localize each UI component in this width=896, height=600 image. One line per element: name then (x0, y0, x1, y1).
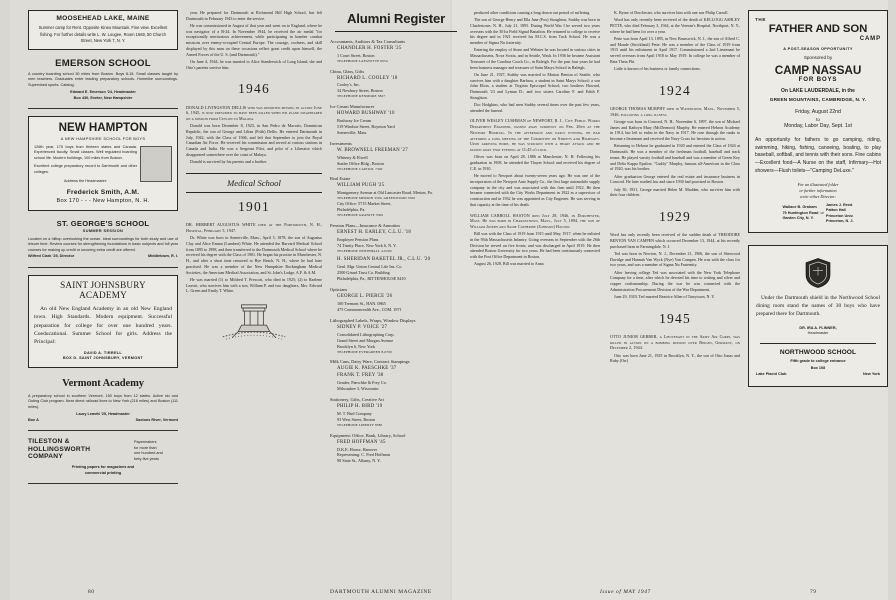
register-line: Genl. Mgr. Union Central Life Ins. Co. (337, 264, 403, 270)
ad-father-son-sponsored: Sponsored by (803, 55, 833, 61)
year-heading-1924: 1924 (659, 82, 691, 98)
ad-northwood-box: Box 108 (810, 365, 826, 370)
section-heading-medical-school: Medical School (186, 173, 322, 193)
ad-northwood-place-2: New York (863, 372, 880, 377)
notes-paragraph: June 29, 1929, Ted married Beatrice Allen of Tarrytown, N. Y. (614, 294, 715, 300)
register-line: Cooley's, Inc. (337, 82, 360, 88)
ad-new-hampton-box: Box 170 - - - New Hampton, N. H. (56, 198, 150, 205)
obit-paragraph: Dr. White was born in Somerville, Mass., April 5, 1878, the son of Augustus Clay and Alice Emma (Lambert) White. He attended the Harvard Medical School from 1895 to 1898, and then transferred to the Dartmouth Medical School where he received his degree with the Class of 1901. He began his practise in Manchester, N. H., and after a short time removed to Rye Beach, N. H., where he had later practised. He was a member of the New Hampshire Rockingham Medical Societies, the American Medical Association, and St. John's Lodge, A.F. & A.M. (186, 235, 322, 275)
ad-camp-director-2-univ: Princeton Univ. (825, 213, 854, 218)
register-name: RICHARD L. COOLEY '18 (337, 75, 398, 81)
obit-paragraph: He was married (1) to Mildred T. Prescott, who died in 1925; (2) to Raelene Leavitt, who survives him with a son, William P. and two daughters, Mrs. Edward L. Green and Emily T. White. (186, 276, 322, 294)
notes-paragraph: Otto was born June 21, 1925 in Brooklyn, N. Y., the son of Otto Jonas and Ruby (Orr) (610, 352, 740, 364)
notes-paragraph: produced other conditions causing a long drawn out period of suffering. (474, 10, 591, 15)
register-line: M. T. Bird Company (337, 410, 372, 416)
register-line: 100 Tremont St., HAN. 0865 (337, 301, 386, 306)
ad-camp-date-1: Friday, August 22nd (795, 108, 841, 115)
notes-paragraph: George was born in Concord, N. H., November 6, 1897, the son of Michael James and Kathryn Mary (McDermott) Murphy. He entered Hebron Academy in 1914, but left to enlist in the Navy in 1917. He rose through the ranks to become a lieutenant and received the Navy Cross for heroism in action. (610, 118, 740, 142)
notes-paragraph: Word has only recently been received of the sudden death of THEODORE BENTON VAN CAMPEN which occurred December 13, 1944, at his recently purchased farm in Farmingdale, N. J. (610, 232, 740, 249)
register-entry (330, 287, 462, 313)
ad-moosehead-lake (28, 10, 178, 50)
ad-tileston-side-3: one hundred and (134, 451, 163, 456)
register-entry (330, 397, 462, 428)
register-line: Consolidated Lithographing Corp. (337, 331, 395, 337)
notes-paragraph: GEORGE THOMAS MURPHY died in Watertown, Mass., November 5, 1946, following a long illness. (610, 106, 740, 117)
class-notes-column-left (470, 10, 600, 580)
ad-emerson-school (28, 59, 178, 109)
notes-paragraph: July 30, 1931, George married Helen M. Madden, who survives him with their four children. (610, 186, 740, 198)
ad-northwood-tagline: Fifth grade to college entrance (790, 359, 846, 364)
ad-camp-folder-1: For an illustrated folder (797, 181, 839, 187)
ad-saint-johnsbury-academy (28, 275, 178, 368)
register-line: Whitney & Elwell (337, 154, 368, 160)
footer-issue-date: Issue of MAY 1947 (600, 589, 651, 595)
register-entry (330, 223, 462, 282)
register-telephone: TELEPHONE GRANITE 3300 (337, 212, 384, 217)
alumni-register-heading: Alumni Register (346, 11, 446, 26)
notes-paragraph: Word has only recently been received of the death of KELLOGG ASHLEY PETTE, who died February 3, 1944, at the Veteran's Hospital, Northport, N. Y., where he had been for over a year. (610, 17, 740, 34)
ad-camp-director-2-hall: Patton Hall (825, 208, 846, 213)
register-line: Employee Pension Plans (337, 236, 379, 242)
ad-saint-johnsbury-body: An old New England Academy in an old New England town. High Standards. Modern equipment. Successful preparation for college for over one hundred years. Coeducational. Summer School for girls. Address the Principal: (34, 305, 172, 346)
notes-paragraph: Oliver was born on April 28, 1886 at Manchester, N. H. Following his graduation in 1908, he attended the Thayer School and received his degree of C.E. in 1910. (470, 154, 600, 171)
ad-saint-johnsbury-address: BOX D. SAINT JOHNSBURY, VERMONT (62, 356, 144, 361)
ad-camp-folder-2: or further information (799, 187, 837, 193)
register-category: Equipment: Office, Bank, Library, School (330, 432, 406, 438)
footer-page-number-left: 80 (88, 589, 95, 595)
register-category: Ice Cream Manufacturer (330, 104, 375, 110)
ad-camp-nassau-for-boys: FOR BOYS (798, 76, 838, 84)
ad-northwood-title: NORTHWOOD SCHOOL (779, 348, 857, 356)
register-telephone: TELEPHONE KENMORE 5827 (337, 94, 386, 99)
ad-tileston-line-2: HOLLINGSWORTH (28, 445, 91, 453)
notes-paragraph: Ted was born in Newton, N. J., December 21, 1906, the son of Sherwood Davidge and Hannah Van Wyck (Nye) Van Campen. He was with the class for two years, and was a member of Sigma Nu Fraternity. (610, 250, 740, 268)
notes-paragraph: On June 21, 1927, Stubby was married to Marion Benton of Seattle, who survives him with a daughter Barbara, a student in Saint Marys School; a son John Elion, a student at Virginia Episcopal School; two brothers Howard, Dartmouth '23 and Lyman D.; and two sisters Caroline F. and Edith F. Stoughton. (470, 71, 600, 100)
notes-paragraph: The son of George Henry and Ella Jane (Fox) Stoughton, Stubby was born in Charlestown, N. H., July 21, 1895. During World War I he served two years overseas with the 301st Field Signal Battalion. He returned to college to receive his degree and in 1921 received his M.C.S. from Tuck School. He was a member of Sigma Nu fraternity. (470, 17, 600, 46)
ad-vermont-academy (28, 377, 178, 431)
ad-vermont-academy-body: A preparatory school in southern Vermont. 150 boys from 12 states. Active ski and Outing Club program. Near direct railroad lines to New York (216 miles) and Boston (111 miles). (28, 393, 178, 409)
ad-camp-date-2: Monday, Labor Day, Sept. 1st (784, 123, 852, 130)
register-category: Stationery, Gifts, Creative Art (330, 397, 384, 403)
register-name: SIDNEY P. VOICE '27 (337, 324, 388, 330)
ad-father-son-the: THE (755, 17, 766, 22)
notes-paragraph: After leaving college Ted was associated with the New York Telephone Company for a time, after which he devoted his time to writing and silver and copper craftsmanship. During the war he was connected with the Administration Procurement Division of the War Department. (610, 269, 740, 292)
right-ads-column (748, 10, 888, 580)
register-telephone: TELEPHONE LAFAYETTE 0054 (337, 58, 388, 63)
ad-st-georges-location: Middletown, R. I. (148, 254, 178, 259)
notes-paragraph: K. Byrne of Dorchester, who survives him with one son Philip Carroll. (614, 10, 729, 15)
ad-tileston-side-2: for more than (134, 445, 157, 450)
headmaster-portrait (140, 146, 172, 182)
register-line: Milwaukee 3, Wisconsin (337, 386, 379, 392)
register-line: Representing: C. Fred Hoffman (337, 452, 390, 458)
class-notes-column-right (610, 10, 740, 580)
register-category: Pension Plans—Insurance & Annuities (330, 222, 401, 228)
ad-camp-location-1: On LAKE LAUDERDALE, in the (781, 88, 855, 95)
register-entry (330, 318, 462, 355)
register-rule (335, 31, 456, 32)
ad-camp-body: An opportunity for fathers to go camping, riding, swimming, hiking, fishing, canoeing, boating, to play baseball, softball, and tennis with their sons. Fine cabins—Excellent food—A Nurse on the staff, Infirmary—Hot showers—Flush toilets—"Camping DeLuxe." (755, 136, 881, 174)
notes-paragraph: Returning to Hebron he graduated in 1920 and entered the Class of 1924 at Dartmouth. He was a member of the freshman football, baseball and track teams. He played varsity football and baseball and was a member of Green Key and Delta Kappa Epsilon. "Cuddy" Murphy, famous all-American in the Class of 1920, was his brother. (610, 143, 740, 172)
ad-saint-johnsbury-title-1: SAINT JOHNSBURY (60, 279, 146, 290)
notes-paragraph: WILLIAM CARROLL HASTON died July 28, 1946, in Dorchester, Mass. He was born in Charlestown, Mass., July 5, 1894, the son of William Joseph and Sadie Catherine (Johnson) Haston. (470, 212, 600, 229)
register-telephone: TELEPHONE LIBERTY 8580 (337, 422, 383, 427)
register-name: AUGIE K. PAESCHKE '37 (337, 366, 397, 372)
ad-father-and-son-camp (748, 10, 888, 233)
register-telephone: TELEPHONE WHITEHALL 4-0200 (337, 248, 392, 253)
register-line: 519 Windsor Street, Boynton Yard (337, 123, 395, 129)
register-name: HOWARD BUSHWAY '10 (337, 111, 395, 117)
ad-northwood-school (748, 245, 888, 387)
ad-new-hampton-address-line: Address the Headmaster: (63, 179, 108, 184)
ad-vermont-academy-title: Vermont Academy (62, 377, 144, 389)
notes-paragraph: Pette was born April 13, 1895, in New Brunswick, N. J., the son of Alfred C. and Maude (Strickland) Pette. He was a member of the Class of 1919 from 1915 until his enlistment in April 1917. Commissioned a 2nd Lieutenant he served overseas from April 1918 to May 1919. In college he was a member of Beta Theta Phi. (610, 35, 740, 64)
register-name: W. BROWNELL FREEMAN '27 (337, 147, 408, 153)
ad-northwood-headmaster-name: DR. IRA A. FLINNER, (799, 325, 837, 330)
register-name: FRANK T. FREY '38 (337, 373, 384, 379)
notes-paragraph: Little is known of his business or family connections. (614, 66, 701, 72)
ad-tileston-line-1: TILESTON & (28, 438, 70, 446)
notes-paragraph: Bill was with the Class of 1919 from 1915 until May, 1917, when he enlisted in the 95th Massachusetts Infantry. Going overseas in September with the 26th Division he served on five fronts, and was discharged in April 1919. He then attended Boston University for two years. He had been continuously connected with the Post Office Department in Boston. (470, 231, 600, 260)
ad-vermont-academy-box: Box A (28, 417, 39, 422)
ad-tileston-line-3: COMPANY (28, 452, 63, 460)
register-line: D.K.E. House, Hanover (337, 446, 378, 452)
ad-camp-director-1-city: Garden City, N. Y. (782, 216, 814, 221)
notes-paragraph: OTTO JUNIOR GERBER, a Lieutenant in the Army Air Corps, was killed in action on a bombing mission over Bingen, Germany, on December 2, 1944. (610, 333, 740, 351)
notes-paragraph: After graduation George entered the real estate and insurance business in Concord. He later studied law and since 1930 had practised in Boston. (610, 173, 740, 185)
ads-column (28, 10, 178, 580)
year-heading-1945: 1945 (659, 310, 691, 326)
register-category: Accountants, Auditors & Tax Consultants (330, 39, 405, 45)
register-line: Geuder, Paeschke & Frey Co. (337, 380, 387, 386)
ad-emerson-title: EMERSON SCHOOL (55, 57, 151, 69)
ad-camp-director-1-name: Wallace B. Graham (782, 205, 817, 210)
notes-paragraph: Doc Hodgkins, who had seen Stubby several times over the past few years, attended the funeral. (470, 102, 600, 113)
notes-paragraph: Entering the employ of Stone and Webster he was located in various cities in Massachusetts, Nova Scotia, and in Seattle, Wash. In 1936 he became Assistant Treasurer of the Carolina Coach Co., in Raleigh. For the past four years he had been business manager and treasurer of Saint Marys School in Raleigh. (470, 47, 600, 70)
register-line: Philadelphia, Pa. (337, 207, 366, 213)
register-category: Investments (330, 140, 352, 146)
ad-northwood-headmaster-title: Headmaster (807, 331, 829, 336)
footer-page-number-right: 79 (810, 589, 817, 595)
ad-tileston-tag-1: Printing papers for magazines and (71, 465, 135, 470)
register-entry (330, 69, 462, 100)
ad-tileston-tag-2: commercial printing (84, 470, 122, 475)
register-name: FRED HOFFMAN '45 (337, 439, 386, 445)
ad-northwood-body: Under the Dartmouth shield in the Northwood School dining room stand the names of 30 boys who have prepared there for Dartmouth. (756, 294, 880, 318)
register-telephone: TELEPHONE EVERGREEN 8-6700 (337, 349, 392, 354)
ad-new-hampton-body: 126th year, 175 boys from thirteen states and Canada. Experienced faculty. Small classes. Well regulated boarding school life. Modern buildings, 100 miles from Boston. (34, 144, 137, 160)
obit-paragraph: Donald is survived by his parents and a brother. (190, 159, 268, 165)
register-line: 475 Commonwealth Ave., COM. 1971 (337, 306, 402, 312)
obituaries-column (186, 10, 322, 580)
ad-northwood-place-1: Lake Placid Club (756, 372, 787, 377)
ad-camp-nassau-title: CAMP NASSAU (774, 63, 862, 78)
register-line: 34 Newbury Street, Boston (337, 88, 383, 94)
year-heading-1929: 1929 (659, 209, 691, 225)
ad-saint-johnsbury-title-2: ACADEMY (79, 290, 127, 301)
ad-camp-location-2: GREEN MOUNTAINS, CAMBRIDGE, N. Y. (769, 96, 867, 102)
register-line: 2500 Girard Trust Co. Building (337, 270, 390, 276)
ad-tileston-side-4: forty-five years (134, 456, 159, 461)
ad-new-hampton-title: NEW HAMPTON (58, 121, 148, 135)
register-name: H. SHERIDAN BAKETEL JR., C.L.U. '20 (337, 257, 431, 263)
dartmouth-shield-icon (801, 256, 835, 290)
ad-father-son-title-2: CAMP (859, 35, 881, 42)
ad-emerson-signature-2: Box 430, Exeter, New Hampshire (73, 95, 133, 100)
register-name: CHANDLER H. FOSTER '25 (337, 45, 402, 51)
ad-new-hampton (28, 116, 178, 211)
year-heading-1946: 1946 (238, 81, 270, 97)
register-entry (330, 176, 462, 217)
year-heading-1901: 1901 (238, 199, 270, 215)
ad-st-georges-subtitle: SUMMER SESSION (82, 229, 124, 234)
register-name: WILLIAM PUGH '25 (337, 183, 385, 189)
ad-saint-johnsbury-principal: DAVID A. TIRRELL (83, 350, 123, 355)
register-line: City Office: 5715 Market Street, (337, 201, 392, 207)
register-entry (330, 359, 462, 392)
register-category: Opticians (330, 287, 348, 293)
ad-new-hampton-subtitle: A NEW HAMPSHIRE SCHOOL FOR BOYS (60, 136, 146, 142)
ad-camp-director-or: or (820, 210, 824, 215)
register-line: 74 Trinity Place, New York 6, N. Y. (337, 242, 397, 248)
register-telephone: TELEPHONE MERION 3500, GREENWOOD 3500 (337, 196, 416, 201)
obit-paragraph: DONALD LIVINGSTON DELLIS who was reported missing in action June 6, 1945, is now presumed to have been killed when his plane disappeared on a mission from Ceylon to Malaya. (186, 104, 322, 121)
register-name: ERNEST H. EARLEY, C.L.U. '18 (337, 229, 412, 235)
register-entry (330, 141, 462, 172)
ad-st-georges-title: ST. GEORGE'S SCHOOL (56, 218, 150, 228)
footer-magazine-title: DARTMOUTH ALUMNI MAGAZINE (330, 589, 432, 595)
register-line: Statler Office Bldg., Boston (337, 160, 384, 166)
dartmouth-bandstand-engraving (215, 300, 293, 344)
notes-paragraph: He moved to Newport about twenty-seven years ago. He was one of the incorporators of the Newport Auto Supply Co., the first large automobile supply company in the city and was associated with this firm until 1922. He then became connected with the City Works Department in 1922 as a supervisor of construction and in 1932 he was appointed as City Engineer. He was serving in that capacity at the time of his death. (470, 173, 600, 207)
ad-vermont-academy-headmaster: Laury Leavitt '25, Headmaster (76, 412, 130, 417)
ad-vermont-academy-location: Saxtons River, Vermont (135, 417, 178, 422)
ad-tileston-side-1: Papermakers (134, 440, 157, 445)
register-entry (330, 39, 462, 64)
ad-st-georges-director: Wilfred Clark '25, Director (28, 254, 75, 259)
ad-moosehead-title: MOOSEHEAD LAKE, MAINE (56, 15, 150, 22)
ad-emerson-signature-1: Edward E. Emerson '24, Headmaster (70, 90, 136, 95)
register-line: Montgomery Avenue at Old Lancaster Road, Merion, Pa. (337, 190, 433, 196)
register-entry (330, 104, 462, 136)
ad-camp-director-2-name: James J. Reed (825, 202, 853, 207)
register-name: PHILIP H. BIRD '19 (337, 403, 383, 409)
register-line: 90 State St., Albany, N. Y. (337, 458, 381, 464)
ad-camp-director-2-city: Princeton, N. J. (825, 219, 854, 224)
register-entry (330, 433, 462, 465)
register-line: Bushway Ice Cream (337, 118, 371, 124)
ad-moosehead-body: Summer camp for Rent. Opposite Kineo Mountain. Fine view. Excellent fishing. For further details write L. W. Lougee, Room 1669, 50 Church Street, New York 7, N. Y. (38, 25, 168, 43)
register-name: GEORGE L. PIERCE '26 (337, 294, 393, 300)
obit-paragraph: On June 4, 1944, he was married to Alice Standerwick of Long Island; she and Otto's parents survive him. (186, 58, 322, 70)
ad-new-hampton-headmaster: Frederick Smith, A.M. (66, 188, 140, 196)
obit-paragraph: year. He prepared for Dartmouth at Richmond Hill High School, but left Dartmouth in February 1943 to enter the service. (186, 10, 322, 21)
ad-camp-date-to: to (816, 116, 820, 122)
register-line: 93 West Street, Boston (337, 416, 376, 422)
alumni-register-column (330, 10, 462, 580)
register-category: Milk Cans, Dairy Ware, Contract Stampings (330, 359, 410, 365)
notes-paragraph: August 26, 1928, Bill was married to Anna (474, 261, 544, 267)
ad-father-son-subtitle: A POST-SEASON OPPORTUNITY (783, 46, 853, 51)
register-line: Somerville, Mass. (337, 129, 368, 135)
ad-st-georges-body: Located on a hilltop overlooking the ocean. Ideal surroundings for both study and use of leisure time. Review courses for strengthening foundations in basic subjects and full year courses for making up credit or securing extra credit are offered. (28, 236, 178, 252)
ad-emerson-body: A country boarding school 30 miles from Boston. Boys 8-15. Small classes taught by men teachers. Graduates enter leading preparatory schools. Homelike surroundings. Supervised sports. Catalog. (28, 71, 178, 87)
obit-paragraph: He was commissioned in August of that year and went on to England, where he was navigator of a B-24. In November 1944, he received the air medal "for exceptionally meritorious achievement, while participating in bomber combat missions over enemy-occupied Central Europe. The courage, coolness, and skill displayed by this man on these occasions reflect great credit upon himself, the Armed Forces of the U. S. (and Dartmouth)." (186, 22, 322, 57)
ad-st-georges-school (28, 220, 178, 268)
register-line: Brooklyn 6, New York (337, 343, 376, 349)
register-line: 1 Court Street, Boston (337, 52, 375, 58)
obit-paragraph: Donald was born December 8, 1923, in San Pedro de Macoris, Dominican Republic, the son of George and Lilian (Frith) Dellis. He entered Dartmouth in July, 1942, with the Class of 1946, and left that September to join the Royal Canadian Air Force. He received his commission and served at various stations in Canada and India. He was a Sergeant Pilot, and pilot of a Liberator which disappeared somewhere over the coast of Malaya. (186, 123, 322, 157)
ad-tileston-hollingsworth (28, 438, 178, 484)
ad-camp-director-1-street: 79 Huntington Road (782, 210, 819, 215)
register-telephone: TELEPHONE CAPITOL 7300 (337, 166, 383, 171)
ad-new-hampton-body-2: Excellent college preparatory record to Dartmouth and other colleges. (34, 164, 137, 174)
obit-paragraph: DR. HERBERT AUGUSTUS WHITE died at the Portsmouth, N. H., Hospital, February 5, 1947. (186, 222, 322, 233)
register-category: Real Estate (330, 176, 351, 182)
register-category: China, Glass, Gifts (330, 68, 365, 74)
register-category: Lithographed Labels, Wraps, Window Displays (330, 317, 416, 323)
register-line: Philadelphia, Pa., RITTENHOUSE 8410 (337, 276, 406, 282)
register-line: Grand Street and Morgan Avenue (337, 337, 394, 343)
ad-father-son-title-1: FATHER AND SON (768, 23, 868, 36)
ad-camp-folder-3: write either Director: (799, 193, 837, 199)
notes-paragraph: OLIVER WESLEY CUSHMAN of NEWPORT, R. I., City Public Works Department Engineer, passed away suddenly on Feb. 26th at the Newport Hospital. In the afternoon and early evening, he had attended a long meeting of the Committee on Streets and Highways. Upon arriving home, he was stricken with a heart attack and he passed away that evening at 11:45 o'clock. (470, 118, 600, 153)
